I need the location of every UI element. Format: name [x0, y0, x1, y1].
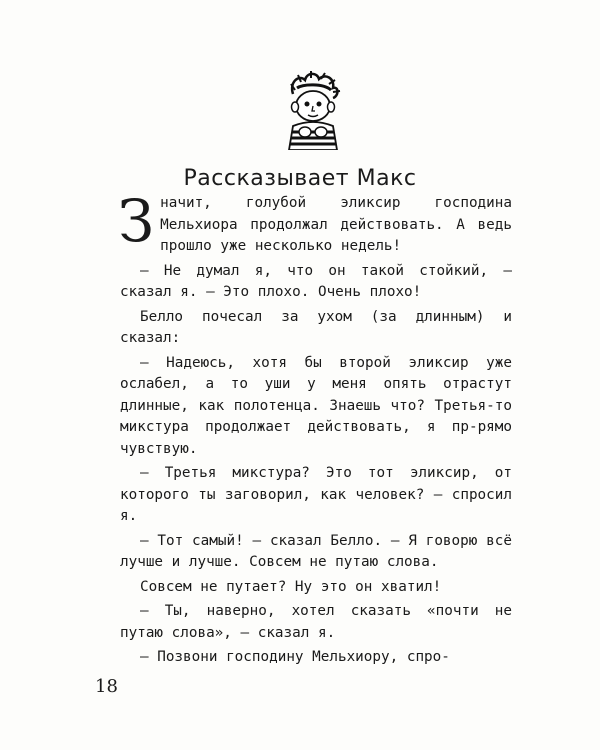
paragraph: — Третья микстура? Это тот эликсир, от которого ты заговорил, как человек? — спросил я. [120, 465, 512, 524]
body-text [118, 187, 512, 672]
paragraph: — Надеюсь, хотя бы второй эликсир уже ослабел, а то уши у меня опять отрастут длинные, как полотенца. Знаешь что? Третья-то микстура продолжает действовать, я пр-рямо чувствую. [120, 354, 512, 457]
first-paragraph-text: начит, голубой эликсир господина Мельхиора продолжал действовать. А ведь прошло уже несколько недель! [160, 195, 512, 254]
paragraph: — Ты, наверно, хотел сказать «почти не путаю слова», — сказал я. [120, 603, 512, 641]
paragraph: — Позвони господину Мельхиору, спро- [140, 649, 450, 665]
paragraph: — Не думал я, что он такой стойкий, — сказал я. — Это плохо. Очень плохо! [120, 262, 512, 300]
paragraph: — Тот самый! — сказал Белло. — Я говорю всё лучше и лучше. Совсем не путаю слова. [120, 532, 512, 570]
paragraph: Белло почесал за ухом (за длинным) и сказал: [120, 308, 512, 346]
drop-cap: З [118, 187, 155, 255]
page-number: 18 [95, 676, 118, 697]
paragraph [118, 187, 512, 258]
boy-portrait-icon [281, 70, 345, 150]
paragraph: Совсем не путает? Ну это он хватил! [140, 578, 442, 595]
chapter-title: Рассказывает Макс [183, 165, 417, 191]
